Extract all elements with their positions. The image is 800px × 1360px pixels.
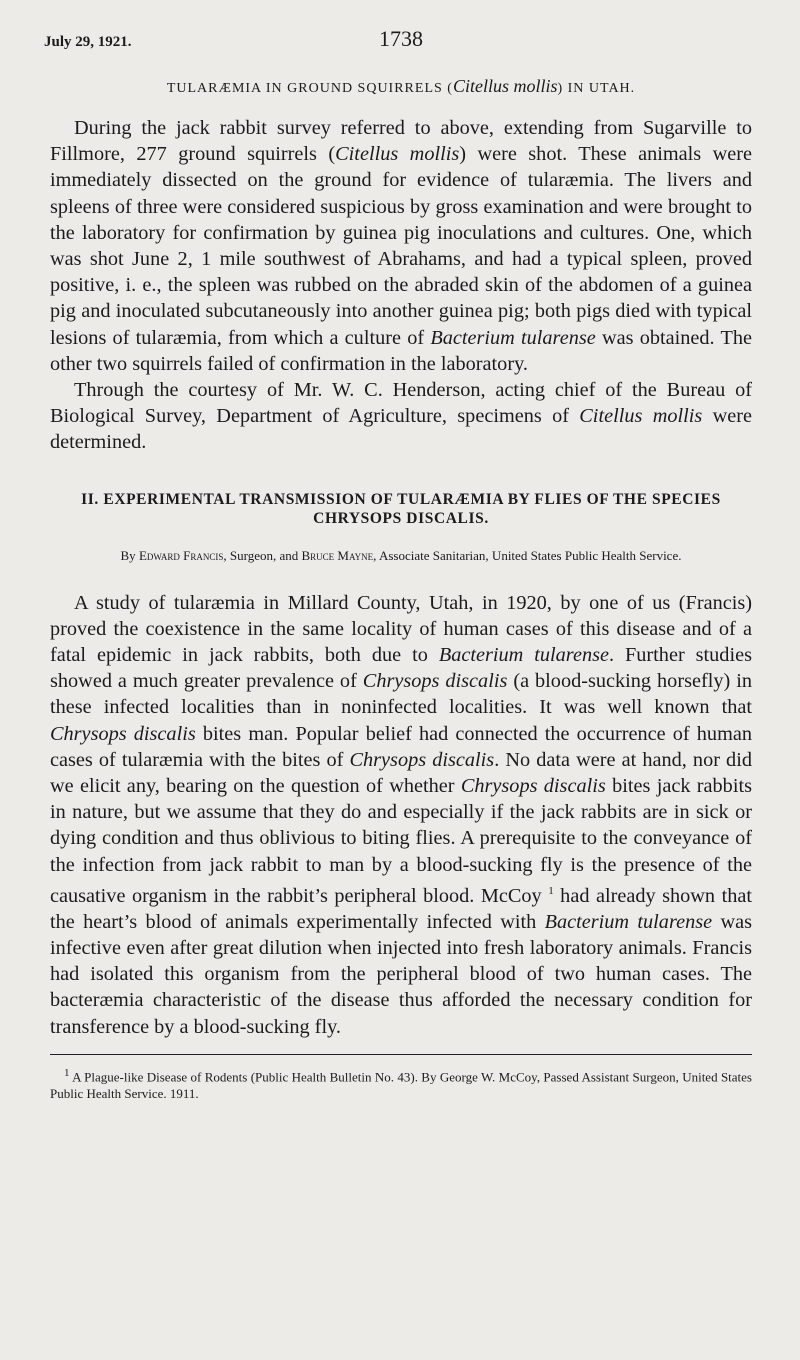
author-name: Bruce Mayne bbox=[301, 547, 374, 563]
section-title-squirrels: TULARÆMIA IN GROUND SQUIRRELS (Citellus mollis) IN UTAH. bbox=[166, 76, 636, 96]
running-head bbox=[44, 0, 752, 62]
footnote: $^1$ A Plague-like Disease of Rodents (Public Health Bulletin No. 43). By George W. McCoy, Passed Assistant Surgeon, United States Public Health Service. 1911. bbox=[50, 1066, 752, 1102]
footnote-marker: 1 bbox=[548, 884, 554, 897]
paragraph-acknowledgment: Through the courtesy of Mr. W. C. Henderson, acting chief of the Bureau of Biological Survey, Department of Agriculture, specimens of Citellus mollis were determined. bbox=[50, 379, 752, 454]
author-name: Edward Francis bbox=[138, 547, 224, 563]
paragraph-squirrel-survey: During the jack rabbit survey referred to above, extending from Sugarville to Fillmore, 277 ground squirrels (Citellus mollis) were shot. These animals were immediately dissected on the ground for evidence of tularæmia. The livers and spleens of three were considered suspicious by gross examination and were brought to the laboratory for confirmation by guinea pig inoculations and cultures. One, which was shot June 2, 1 mile southwest of Abrahams, and had a typical spleen, proved positive, i. e., the spleen was rubbed on the abraded skin of the abdomen of a guinea pig and inoculated subcutaneously into another guinea pig; both pigs died with typical lesions of tularæmia, from which a culture of Bacterium tularense was obtained. The other two squirrels failed of confirmation in the laboratory. bbox=[50, 117, 753, 375]
footnote-rule bbox=[50, 1054, 752, 1055]
page-number: 1738 bbox=[379, 26, 423, 51]
byline: By Edward Francis, Surgeon, and Bruce Mayne, Associate Sanitarian, United States Public Health Service. bbox=[120, 547, 682, 563]
paragraph-study: A study of tularæmia in Millard County, Utah, in 1920, by one of us (Francis) proved the coexistence in the same locality of human cases of this disease and of a fatal epidemic in jack rabbits, both due to Bacterium tularense. Further studies showed a much greater prevalence of Chrysops discalis (a blood-sucking horsefly) in these infected localities than in noninfected localities. It was well known that Chrysops discalis bites man. Popular belief had connected the occurrence of human cases of tularæmia with the bites of Chrysops discalis. No data were at hand, nor did we elicit any, bearing on the question of whether Chrysops discalis bites jack rabbits in nature, but we assume that they do and especially if the jack rabbits are in sick or dying condition and thus oblivious to biting flies. A prerequisite to the conveyance of the infection from jack rabbit to man by a blood-sucking fly is the presence of the causative organism in the rabbit’s peripheral blood. McCoy $^1$ had already shown that the heart’s blood of animals experimentally infected with Bacterium tularense was infective even after great dilution when injected into fresh laboratory animals. Francis had isolated this organism from the peripheral blood of two human cases. The bacteræmia characteristic of the disease thus afforded the necessary condition for transference by a blood-sucking fly. bbox=[50, 591, 753, 1038]
section-heading-transmission: II. EXPERIMENTAL TRANSMISSION OF TULARÆMIA BY FLIES OF THE SPECIES CHRYSOPS DISCALIS. bbox=[81, 490, 721, 527]
issue-date: July 29, 1921. bbox=[44, 34, 132, 50]
